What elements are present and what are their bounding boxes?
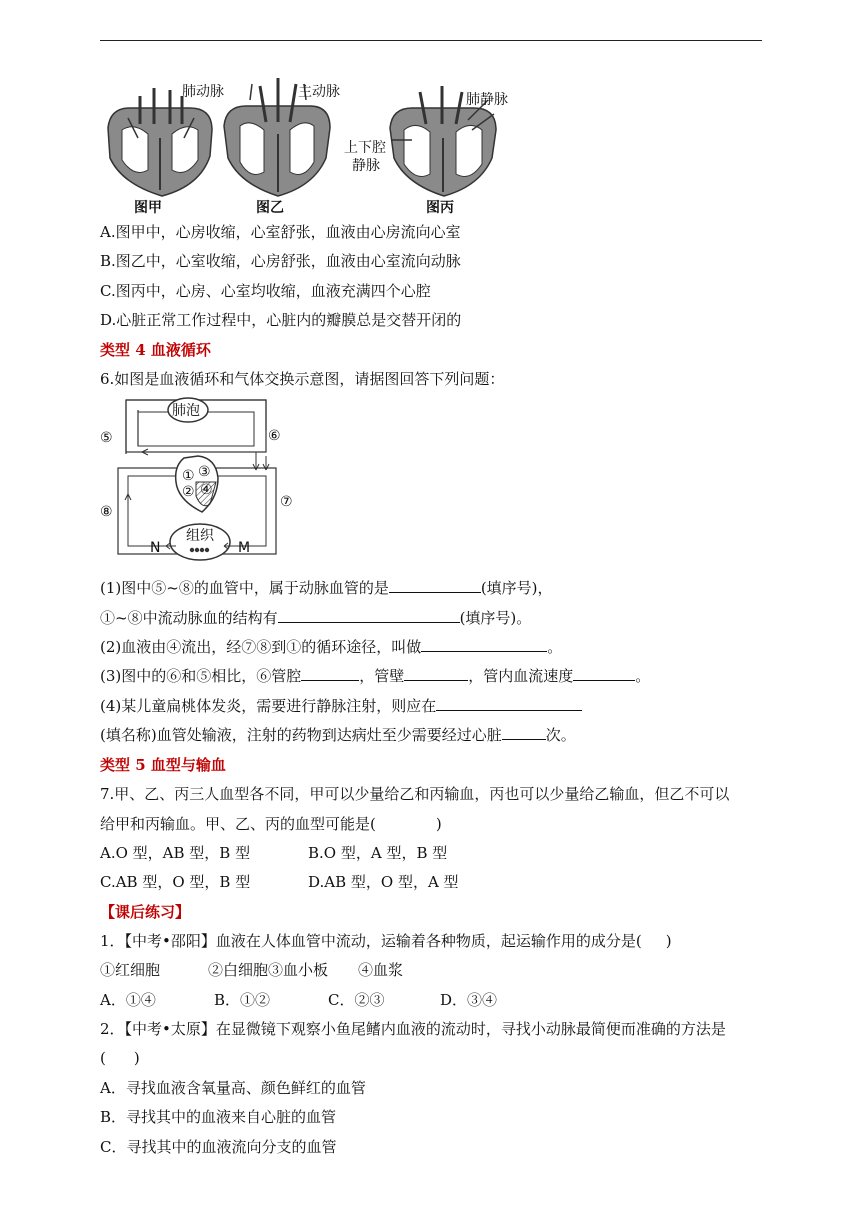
ex1-option-d: D．③④ [440,991,498,1009]
label-pulmonary-artery: 肺动脉 [182,84,224,100]
ex1-items [100,960,403,980]
q7-option-b: B.O 型，A 型，B 型 [308,844,448,862]
ex2-option-a: A．寻找血液含氧量高、颜色鲜红的血管 [100,1079,366,1097]
label-n4: ④ [200,482,213,498]
answer-blank[interactable] [301,666,359,681]
q7-option-d: D.AB 型，O 型，A 型 [308,873,459,891]
ex1-item-c: ④血浆 [358,961,404,979]
q6-part4-text: (4)某儿童扁桃体发炎，需要进行静脉注射，则应在 [100,697,437,715]
q6-part4b [100,725,576,745]
ex1-options [100,990,497,1010]
q7-line2-end: ) [435,815,442,833]
circulation-diagram [98,396,302,568]
label-n5: ⑤ [100,430,113,446]
ex1-option-c: C．②③ [328,991,385,1009]
q5-option-a: A.图甲中，心房收缩，心室舒张，血液由心房流向心室 [100,223,461,241]
label-n7: ⑦ [280,494,293,510]
answer-blank[interactable] [421,637,547,652]
ex1-stem-text: 1．【中考•邵阳】血液在人体血管中流动，运输着各种物质，起运输作用的成分是( [100,932,642,950]
q7-option-a: A.O 型，AB 型，B 型 [100,844,251,862]
type4-heading: 类型 4 血液循环 [100,341,211,359]
q6-part3-text-b: ，管壁 [359,667,405,685]
ex2-stem: 2．【中考•太原】在显微镜下观察小鱼尾鳍内血液的流动时，寻找小动脉最简便而准确的方法是 [100,1020,726,1038]
q6-part1a-tail: (填序号)， [480,579,553,597]
q7-line2 [100,814,442,834]
ex2-option-c: C．寻找其中的血液流向分支的血管 [100,1138,337,1156]
answer-blank[interactable] [389,578,481,593]
label-n2: ② [182,484,195,500]
ex1-option-a: A．①④ [100,991,156,1009]
q6-part2-text: (2)血液由④流出，经⑦⑧到①的循环途径，叫做 [100,638,422,656]
header-rule [100,40,762,41]
ex1-stem [100,931,672,951]
ex1-stem-end: ) [665,932,672,950]
ex1-option-b: B．①② [214,991,271,1009]
answer-blank[interactable] [502,725,546,740]
ex1-item-b: ②白细胞③血小板 [208,961,329,979]
q7-line1: 7.甲、乙、丙三人血型各不同，甲可以少量给乙和丙输血，丙也可以少量给乙输血，但乙不可以 [100,785,730,803]
label-n6: ⑥ [268,428,281,444]
q6-part4b-tail: 次。 [545,726,576,744]
ex2-paren-close: ) [133,1049,140,1067]
q6-part1a-text: (1)图中⑤~⑧的血管中，属于动脉血管的是 [100,579,389,597]
ex2-paren-open: ( [100,1049,106,1067]
q6-part1b [100,608,531,628]
q7-options-ab [100,843,447,863]
q6-part2-tail: 。 [547,638,563,656]
q6-part3-text-c: ，管内血流速度 [468,667,574,685]
label-tissue: 组织 [186,528,214,544]
heart-diagram [100,78,530,218]
q6-part2 [100,637,562,657]
answer-blank[interactable] [404,666,468,681]
practice-heading: 【课后练习】 [100,903,191,921]
q6-part4 [100,696,582,716]
q6-part1a [100,578,553,598]
ex1-item-a: ①红细胞 [100,961,161,979]
ex2-paren [100,1048,140,1068]
ex2-option-b: B．寻找其中的血液来自心脏的血管 [100,1108,337,1126]
label-n8: ⑧ [100,504,113,520]
caption-bing: 图丙 [426,200,454,216]
answer-blank[interactable] [436,696,582,711]
q6-part1b-tail: (填序号)。 [459,609,532,627]
caption-jia: 图甲 [134,200,162,216]
q6-part3-text-a: (3)图中的⑥和⑤相比，⑥管腔 [100,667,302,685]
label-alveoli: 肺泡 [172,403,200,419]
label-M: M [238,540,251,556]
q6-part3 [100,666,650,686]
label-N: N [150,540,161,556]
q7-line2-text: 给甲和丙输血。甲、乙、丙的血型可能是( [100,815,376,833]
label-pulmonary-vein: 肺静脉 [466,92,508,108]
q6-part3-text-d: 。 [635,667,651,685]
q6-stem: 6.如图是血液循环和气体交换示意图，请据图回答下列问题： [100,370,505,388]
q5-option-c: C.图丙中，心房、心室均收缩，血液充满四个心腔 [100,282,431,300]
answer-blank[interactable] [278,608,460,623]
q5-option-b: B.图乙中，心室收缩，心房舒张，血液由心室流向动脉 [100,252,461,270]
q7-option-c: C.AB 型，O 型，B 型 [100,873,251,891]
heart-jia [108,88,212,196]
q7-options-cd [100,872,459,892]
label-n1: ① [182,468,195,484]
label-vena-cava-2: 静脉 [352,158,380,174]
label-n3: ③ [198,464,211,480]
q5-option-d: D.心脏正常工作过程中，心脏内的瓣膜总是交替开闭的 [100,311,462,329]
label-aorta: 主动脉 [298,84,340,100]
label-vena-cava-1: 上下腔 [344,140,386,156]
answer-blank[interactable] [573,666,635,681]
q6-part4b-text: (填名称)血管处输液，注射的药物到达病灶至少需要经过心脏 [100,726,502,744]
q6-part1b-text: ①~⑧中流动脉血的结构有 [100,609,278,627]
caption-yi: 图乙 [256,200,284,216]
type5-heading: 类型 5 血型与输血 [100,756,226,774]
